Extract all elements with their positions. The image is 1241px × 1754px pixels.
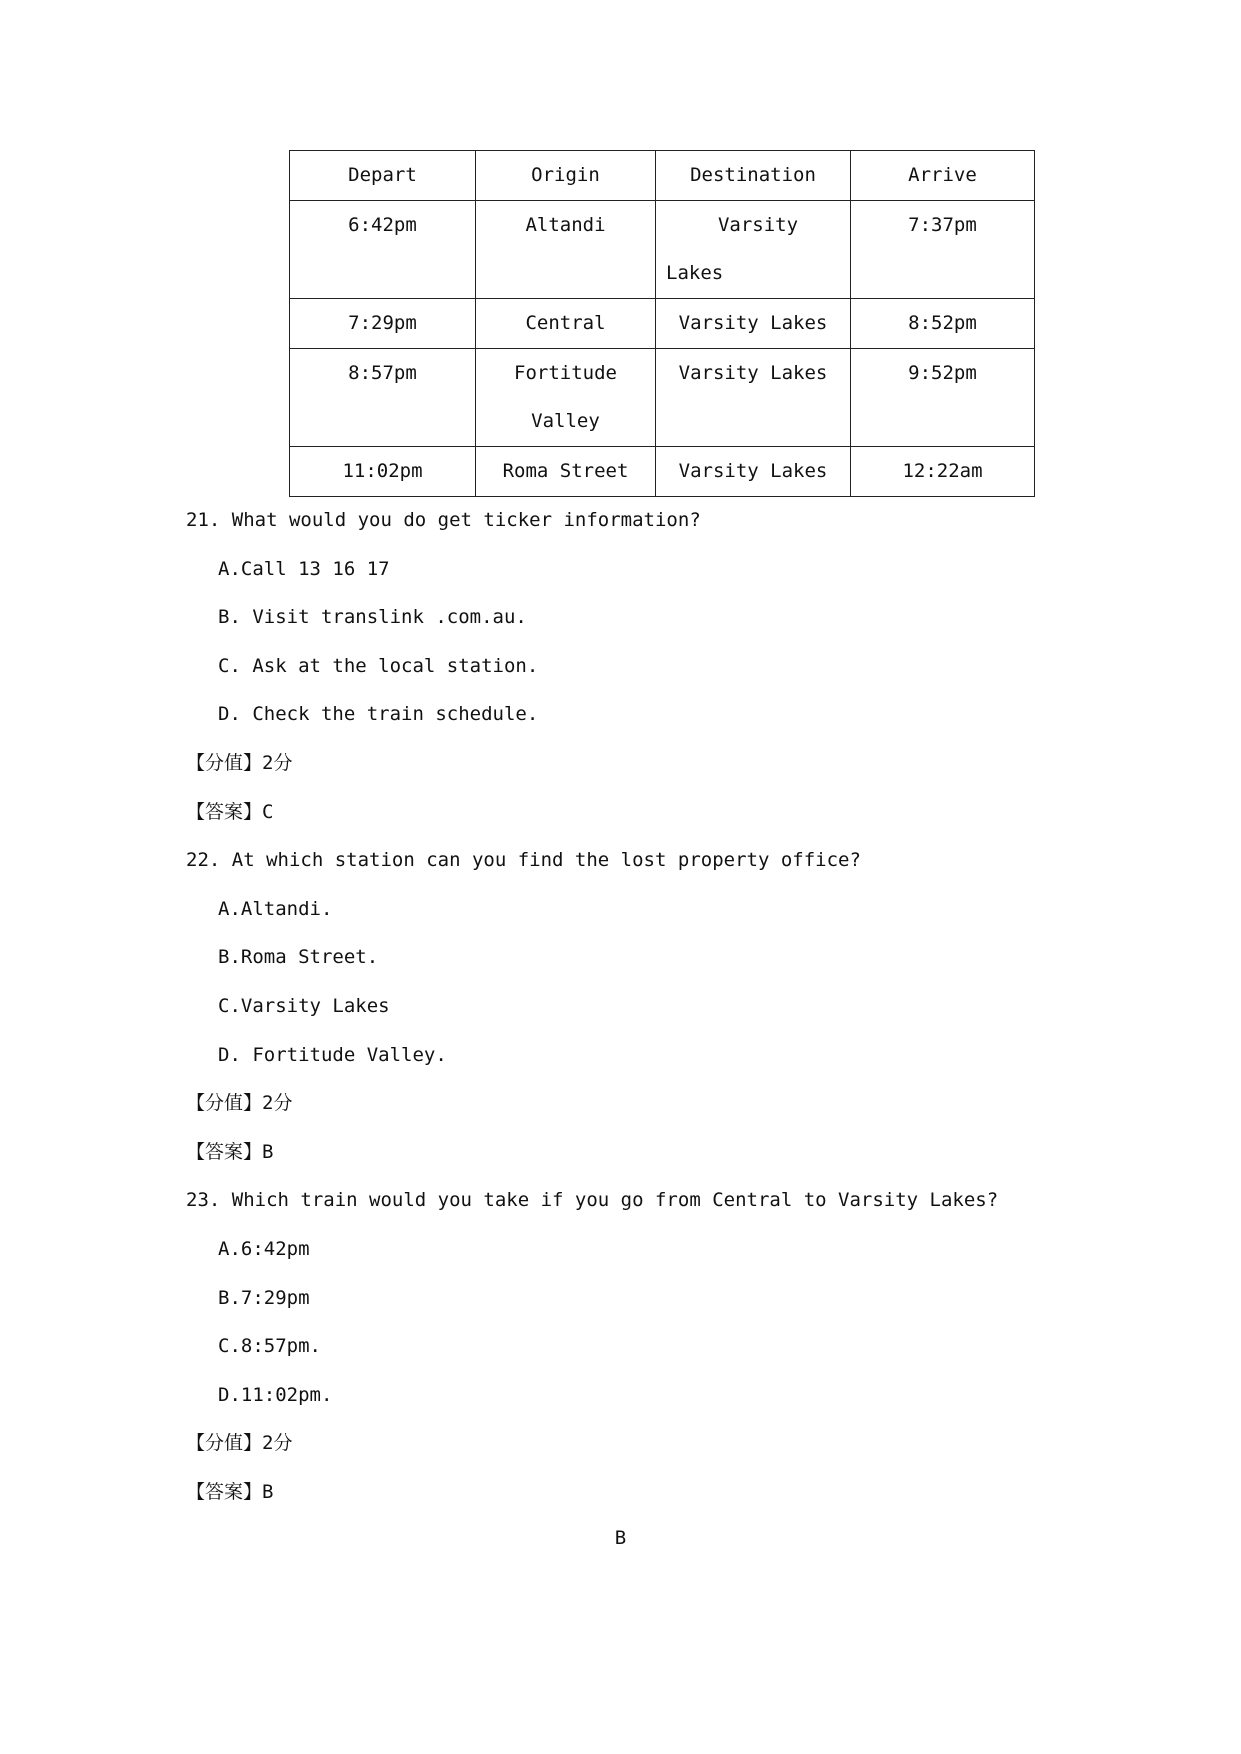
- destination-cell: Varsity Lakes: [656, 349, 851, 447]
- origin-cell: [476, 349, 656, 447]
- option-a: A.6:42pm: [218, 1237, 310, 1260]
- option-a: A.Altandi.: [218, 897, 333, 920]
- table-row: [290, 201, 1035, 299]
- arrive-cell: 12:22am: [851, 447, 1035, 497]
- timetable: [289, 150, 1035, 497]
- arrive-cell: 8:52pm: [851, 299, 1035, 349]
- option-b: B. Visit translink .com.au.: [218, 606, 527, 629]
- depart-cell: 7:29pm: [290, 299, 476, 349]
- score-label: 【分值】2分: [186, 751, 293, 774]
- option-a: A.Call 13 16 17: [218, 557, 390, 580]
- option-c: C.8:57pm.: [218, 1335, 321, 1358]
- option-d: D.11:02pm.: [218, 1383, 333, 1406]
- destination-cell: [656, 201, 851, 299]
- option-c: C. Ask at the local station.: [218, 654, 539, 677]
- depart-cell: 8:57pm: [290, 349, 476, 447]
- question-stem: 22. At which station can you find the lost property office?: [186, 849, 861, 872]
- header-destination: Destination: [656, 151, 851, 201]
- option-d: D. Check the train schedule.: [218, 703, 539, 726]
- origin-line-2: Valley: [531, 410, 600, 432]
- arrive-cell: 9:52pm: [851, 349, 1035, 447]
- option-b: B.7:29pm: [218, 1286, 310, 1309]
- answer-label: 【答案】B: [186, 1480, 274, 1503]
- destination-line-1: Varsity: [717, 214, 799, 236]
- depart-cell: 6:42pm: [290, 201, 476, 299]
- option-d: D. Fortitude Valley.: [218, 1043, 447, 1066]
- option-c: C.Varsity Lakes: [218, 994, 390, 1017]
- question-stem: 23. Which train would you take if you go from Central to Varsity Lakes?: [186, 1189, 999, 1212]
- table-row: [290, 299, 1035, 349]
- origin-line-1: Fortitude: [514, 362, 617, 384]
- answer-label: 【答案】B: [186, 1140, 274, 1163]
- table-row: [290, 349, 1035, 447]
- header-origin: Origin: [476, 151, 656, 201]
- origin-cell: Central: [476, 299, 656, 349]
- question-stem: 21. What would you do get ticker information?: [186, 509, 701, 531]
- table-row: [290, 447, 1035, 497]
- timetable-header-row: [290, 151, 1035, 201]
- destination-cell: Varsity Lakes: [656, 299, 851, 349]
- header-depart: Depart: [290, 151, 476, 201]
- header-arrive: Arrive: [851, 151, 1035, 201]
- answer-label: 【答案】C: [186, 800, 274, 823]
- origin-cell: Roma Street: [476, 447, 656, 497]
- score-label: 【分值】2分: [186, 1092, 293, 1115]
- destination-line-2: Lakes: [666, 262, 724, 284]
- origin-cell: Altandi: [476, 201, 656, 299]
- questions-section: [186, 496, 1086, 1516]
- page-footer-mark: B: [614, 1527, 627, 1549]
- option-b: B.Roma Street.: [218, 946, 379, 969]
- depart-cell: 11:02pm: [290, 447, 476, 497]
- score-label: 【分值】2分: [186, 1432, 293, 1455]
- destination-cell: Varsity Lakes: [656, 447, 851, 497]
- arrive-cell: 7:37pm: [851, 201, 1035, 299]
